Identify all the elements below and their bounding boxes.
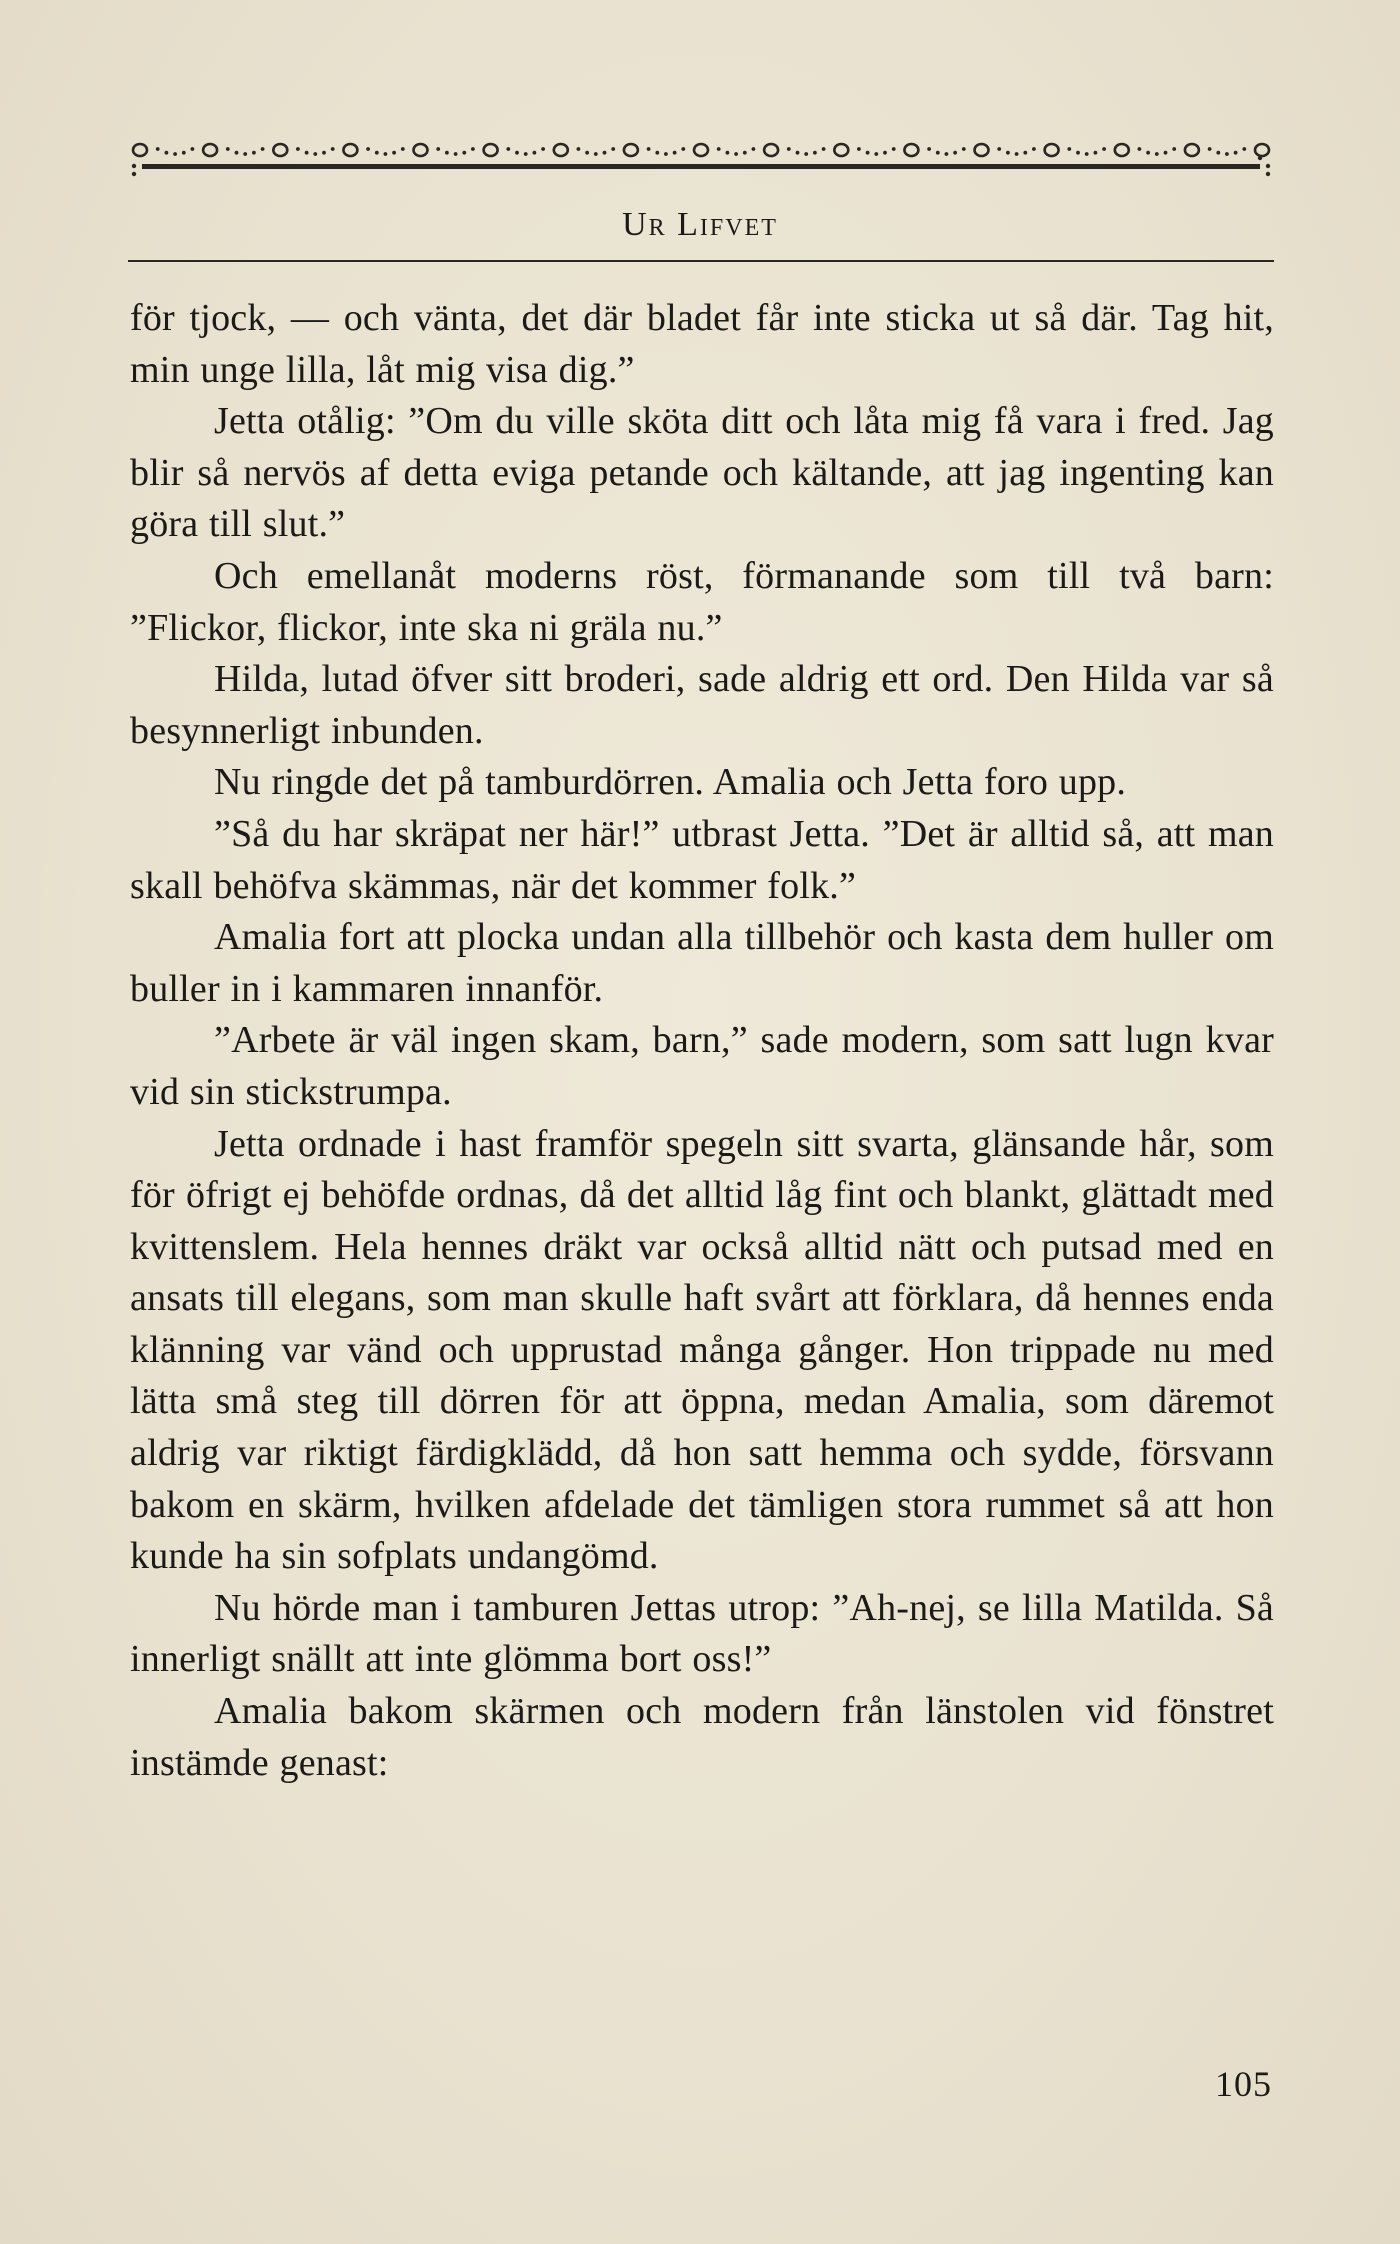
paragraph-3: Och emellanåt moderns röst, förmanande som till två barn: ”Flickor, flickor, inte ska ni gräla nu.” bbox=[130, 554, 1274, 649]
paragraph-9: Jetta ordnade i hast framför spegeln sitt svarta, glänsande hår, som för öfrigt ej behöfde ordnas, då det alltid låg fint och blankt, glättadt med kvittenslem. Hela hennes dräkt var också alltid nätt och putsad med en ansats till elegans, som man skulle haft svårt att förklara, då hennes enda klänning var vänd och upprustad många gånger. Hon trippade nu med lätta små steg till dörren för att öppna, medan Amalia, som däremot aldrig var riktigt färdigklädd, då hon satt hemma och sydde, försvann bakom en skärm, hvilken afdelade det tämligen stora rummet så att hon kunde ha sin sofplats undangömd. bbox=[130, 1122, 1274, 1578]
paragraph-7: Amalia fort att plocka undan alla tillbehör och kasta dem huller om buller in i kammaren innanför. bbox=[130, 916, 1274, 1010]
page-number: 105 bbox=[1215, 2064, 1272, 2104]
header-rule bbox=[128, 260, 1274, 262]
running-head: Ur Lifvet bbox=[622, 206, 778, 243]
paragraph-2: Jetta otålig: ”Om du ville sköta ditt och låta mig få vara i fred. Jag blir så nervös af detta eviga petande och kältande, att jag ingenting kan göra till slut.” bbox=[130, 400, 1274, 546]
header-ornament bbox=[128, 128, 1274, 188]
paragraph-5: Nu ringde det på tamburdörren. Amalia och Jetta foro upp. bbox=[214, 761, 1127, 804]
body-text bbox=[130, 293, 1274, 1789]
paragraph-6: ”Så du har skräpat ner här!” utbrast Jetta. ”Det är alltid så, att man skall behöfva skämmas, när det kommer folk.” bbox=[130, 812, 1274, 907]
paragraph-1: för tjock, — och vänta, det där bladet får inte sticka ut så där. Tag hit, min unge lilla, låt mig visa dig.” bbox=[130, 297, 1274, 391]
paragraph-4: Hilda, lutad öfver sitt broderi, sade aldrig ett ord. Den Hilda var så besynnerligt inbunden. bbox=[130, 658, 1274, 752]
paragraph-8: ”Arbete är väl ingen skam, barn,” sade modern, som satt lugn kvar vid sin stickstrumpa. bbox=[130, 1019, 1274, 1113]
ornament-border bbox=[128, 128, 1274, 188]
paragraph-11: Amalia bakom skärmen och modern från länstolen vid fönstret instämde genast: bbox=[130, 1690, 1274, 1784]
paragraph-10: Nu hörde man i tamburen Jettas utrop: ”Ah-nej, se lilla Matilda. Så innerligt snällt att inte glömma bort oss!” bbox=[130, 1586, 1274, 1681]
